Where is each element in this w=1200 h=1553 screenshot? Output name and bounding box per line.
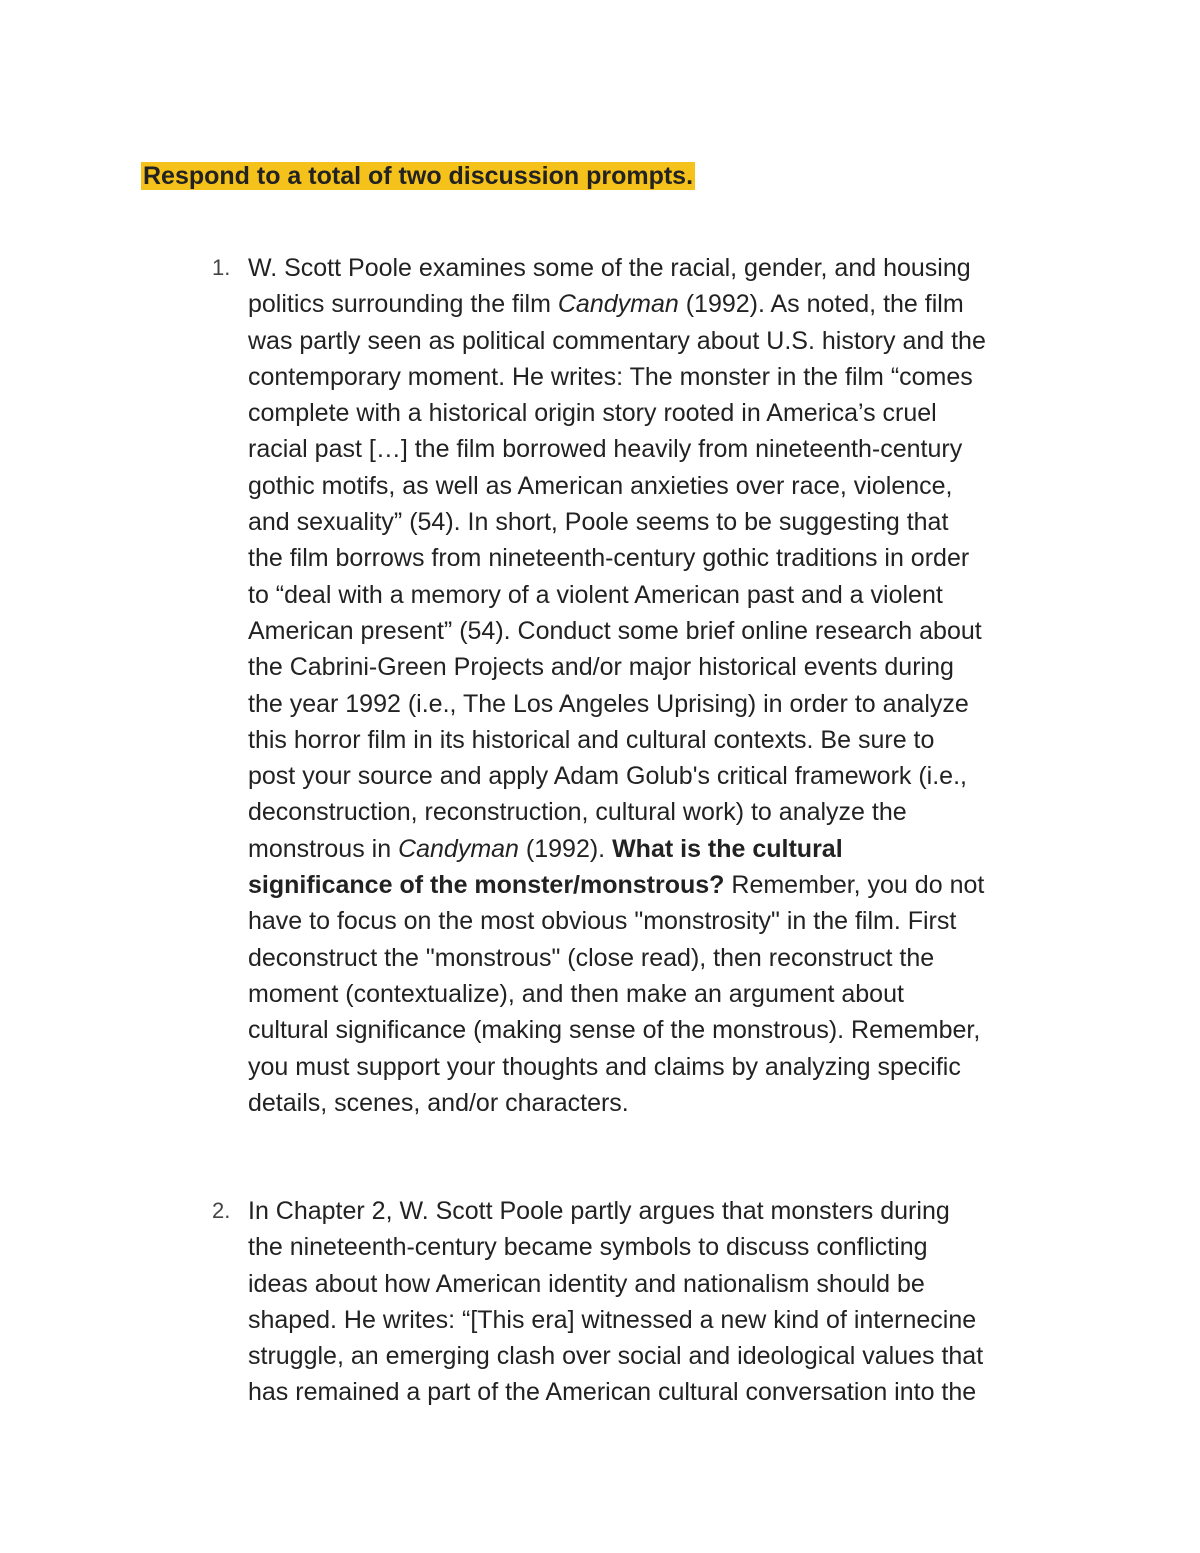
film-title: Candyman xyxy=(557,290,679,319)
bold-question: significance of the monster/monstrous? xyxy=(248,871,725,900)
text-line xyxy=(248,867,1078,903)
text-line: W. Scott Poole examines some of the racial, gender, and housing xyxy=(248,254,971,282)
text-run: (1992). As noted, the film xyxy=(678,290,964,319)
text-line: have to focus on the most obvious "monstrosity" in the film. First xyxy=(248,907,957,936)
text-run: monstrous in xyxy=(248,834,399,863)
text-line: complete with a historical origin story rooted in America’s cruel xyxy=(248,399,937,428)
text-line: In Chapter 2, W. Scott Poole partly argues that monsters during xyxy=(248,1197,950,1225)
text-line: details, scenes, and/or characters. xyxy=(248,1088,629,1117)
prompt-1 xyxy=(212,250,1078,1121)
prompt-2 xyxy=(212,1193,1078,1411)
text-line: you must support your thoughts and claims by analyzing specific xyxy=(248,1052,961,1081)
text-line: racial past […] the film borrowed heavily from nineteenth-century xyxy=(248,435,963,464)
text-line: the nineteenth-century became symbols to discuss conflicting xyxy=(248,1233,928,1262)
bold-question: What is the cultural xyxy=(612,834,843,863)
text-line: has remained a part of the American cultural conversation into the xyxy=(248,1378,977,1407)
text-line: this horror film in its historical and cultural contexts. Be sure to xyxy=(248,725,935,754)
text-line: cultural significance (making sense of the monstrous). Remember, xyxy=(248,1016,981,1045)
text-line: contemporary moment. He writes: The monster in the film “comes xyxy=(248,362,973,391)
text-line: shaped. He writes: “[This era] witnessed a new kind of internecine xyxy=(248,1305,977,1334)
text-line: gothic motifs, as well as American anxieties over race, violence, xyxy=(248,471,953,500)
text-line: post your source and apply Adam Golub's critical framework (i.e., xyxy=(248,762,967,791)
text-line: American present” (54). Conduct some brief online research about xyxy=(248,616,982,645)
list-number: 2. xyxy=(212,1198,231,1223)
text-run: (1992). xyxy=(518,834,613,863)
highlighted-heading-text: Respond to a total of two discussion prompts. xyxy=(143,162,694,190)
text-line xyxy=(248,286,1078,322)
text-run: Remember, you do not xyxy=(724,871,985,900)
text-line: the film borrows from nineteenth-century gothic traditions in order xyxy=(248,544,970,573)
text-line xyxy=(248,831,1078,867)
text-line: struggle, an emerging clash over social and ideological values that xyxy=(248,1342,984,1371)
text-line: moment (contextualize), and then make an argument about xyxy=(248,979,904,1008)
text-line: deconstruct the "monstrous" (close read), then reconstruct the xyxy=(248,943,935,972)
page-heading xyxy=(141,158,695,194)
text-line: and sexuality” (54). In short, Poole seems to be suggesting that xyxy=(248,508,949,537)
text-line: the Cabrini-Green Projects and/or major historical events during xyxy=(248,653,954,682)
list-number: 1. xyxy=(212,255,231,280)
text-run: politics surrounding the film xyxy=(248,290,558,319)
text-line: ideas about how American identity and nationalism should be xyxy=(248,1269,925,1298)
text-line: to “deal with a memory of a violent American past and a violent xyxy=(248,580,943,609)
film-title: Candyman xyxy=(398,834,519,863)
text-line: the year 1992 (i.e., The Los Angeles Uprising) in order to analyze xyxy=(248,689,969,718)
text-line: deconstruction, reconstruction, cultural work) to analyze the xyxy=(248,798,907,827)
text-line: was partly seen as political commentary about U.S. history and the xyxy=(248,326,986,355)
